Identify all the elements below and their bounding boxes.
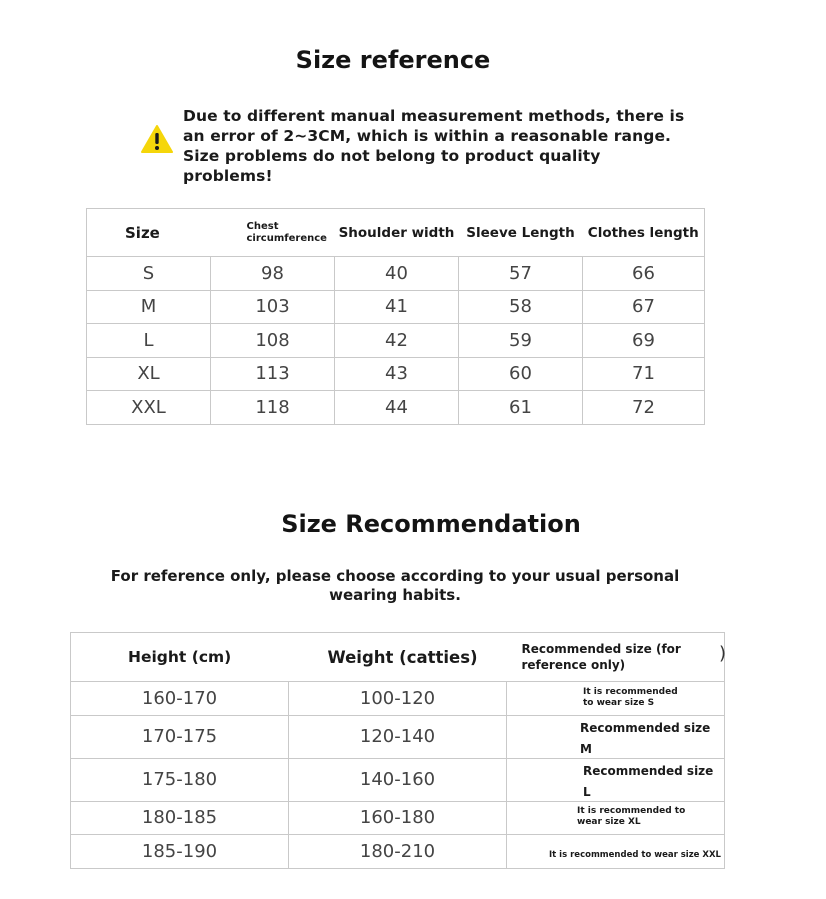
- recommended-line2: to wear size S: [583, 697, 655, 708]
- size-recommendation-title: Size Recommendation: [281, 510, 581, 538]
- cell-recommended: [507, 801, 725, 835]
- cell-clothes: 69: [583, 324, 705, 358]
- cell-clothes: 66: [583, 257, 705, 291]
- table-row: [87, 324, 705, 358]
- cell-chest: 118: [211, 391, 335, 425]
- cell-height: 180-185: [71, 801, 289, 835]
- table-row: [71, 758, 725, 801]
- cell-size: L: [87, 324, 211, 358]
- notice-line: Due to different manual measurement methods, there is: [183, 107, 685, 125]
- cell-size: XXL: [87, 391, 211, 425]
- table-row: [87, 257, 705, 291]
- recommended-text: [583, 687, 678, 709]
- size-recommendation-table: [70, 632, 725, 869]
- cell-height: 175-180: [71, 758, 289, 801]
- notice-line: Size problems do not belong to product quality: [183, 147, 601, 165]
- recommended-text: [577, 806, 685, 828]
- header-sleeve: Sleeve Length: [459, 209, 583, 257]
- size-reference-title: Size reference: [295, 46, 491, 74]
- header-recommended-line2: reference only): [521, 658, 626, 672]
- cell-shoulder: 42: [335, 324, 459, 358]
- table-row: [87, 391, 705, 425]
- size-reference-table: [86, 208, 705, 425]
- recommended-line2: wear size XL: [577, 817, 641, 828]
- header-chest-line2: circumference: [246, 232, 327, 244]
- cell-shoulder: 43: [335, 357, 459, 391]
- header-size: Size: [87, 209, 211, 257]
- cell-sleeve: 59: [459, 324, 583, 358]
- cell-shoulder: 44: [335, 391, 459, 425]
- cell-size: XL: [87, 357, 211, 391]
- recommended-line1: It is recommended: [583, 686, 678, 697]
- cell-clothes: 71: [583, 357, 705, 391]
- cell-chest: 108: [211, 324, 335, 358]
- recommended-text: Recommended size L: [583, 763, 714, 799]
- cell-shoulder: 40: [335, 257, 459, 291]
- reference-note: [0, 567, 790, 605]
- table-row: [71, 801, 725, 835]
- table-row: [71, 835, 725, 869]
- cell-chest: 113: [211, 357, 335, 391]
- recommended-text: Recommended size M: [580, 720, 711, 756]
- cell-sleeve: 58: [459, 290, 583, 324]
- recommended-line1: It is recommended to: [577, 806, 686, 817]
- header-recommended-line1: Recommended size (for: [521, 642, 681, 656]
- table-row: [71, 682, 725, 716]
- cell-sleeve: 57: [459, 257, 583, 291]
- reference-note-line: wearing habits.: [329, 586, 461, 604]
- cell-weight: 160-180: [289, 801, 507, 835]
- reference-note-line: For reference only, please choose according to your usual personal: [110, 567, 680, 585]
- cell-clothes: 67: [583, 290, 705, 324]
- cell-weight: 120-140: [289, 715, 507, 758]
- cell-chest: 98: [211, 257, 335, 291]
- table-row: [71, 715, 725, 758]
- cell-chest: 103: [211, 290, 335, 324]
- header-clothes: Clothes length: [583, 209, 705, 257]
- header-weight: Weight (catties): [289, 633, 507, 682]
- cell-height: 185-190: [71, 835, 289, 869]
- cell-recommended: [507, 682, 725, 716]
- cell-weight: 180-210: [289, 835, 507, 869]
- cell-weight: 140-160: [289, 758, 507, 801]
- notice-line: problems!: [183, 167, 273, 185]
- cell-clothes: 72: [583, 391, 705, 425]
- cell-height: 160-170: [71, 682, 289, 716]
- cell-recommended: [507, 715, 725, 758]
- cell-weight: 100-120: [289, 682, 507, 716]
- table-row: [87, 357, 705, 391]
- cell-sleeve: 61: [459, 391, 583, 425]
- header-chest-line1: Chest: [246, 220, 279, 232]
- cell-shoulder: 41: [335, 290, 459, 324]
- header-chest: [211, 209, 335, 257]
- measurement-notice: [183, 106, 683, 186]
- header-shoulder: Shoulder width: [335, 209, 459, 257]
- cell-recommended: [507, 835, 725, 869]
- header-recommended: [507, 633, 725, 682]
- table-header-row: [87, 209, 705, 257]
- cell-height: 170-175: [71, 715, 289, 758]
- cell-sleeve: 60: [459, 357, 583, 391]
- cell-size: M: [87, 290, 211, 324]
- warning-triangle-icon: [140, 124, 174, 154]
- cell-recommended: [507, 758, 725, 801]
- recommended-text: It is recommended to wear size XXL: [549, 849, 721, 860]
- notice-line: an error of 2~3CM, which is within a reasonable range.: [183, 127, 672, 145]
- header-height: Height (cm): [71, 633, 289, 682]
- table-row: [87, 290, 705, 324]
- cell-size: S: [87, 257, 211, 291]
- table-header-row: [71, 633, 725, 682]
- header-paren: ): [718, 643, 726, 664]
